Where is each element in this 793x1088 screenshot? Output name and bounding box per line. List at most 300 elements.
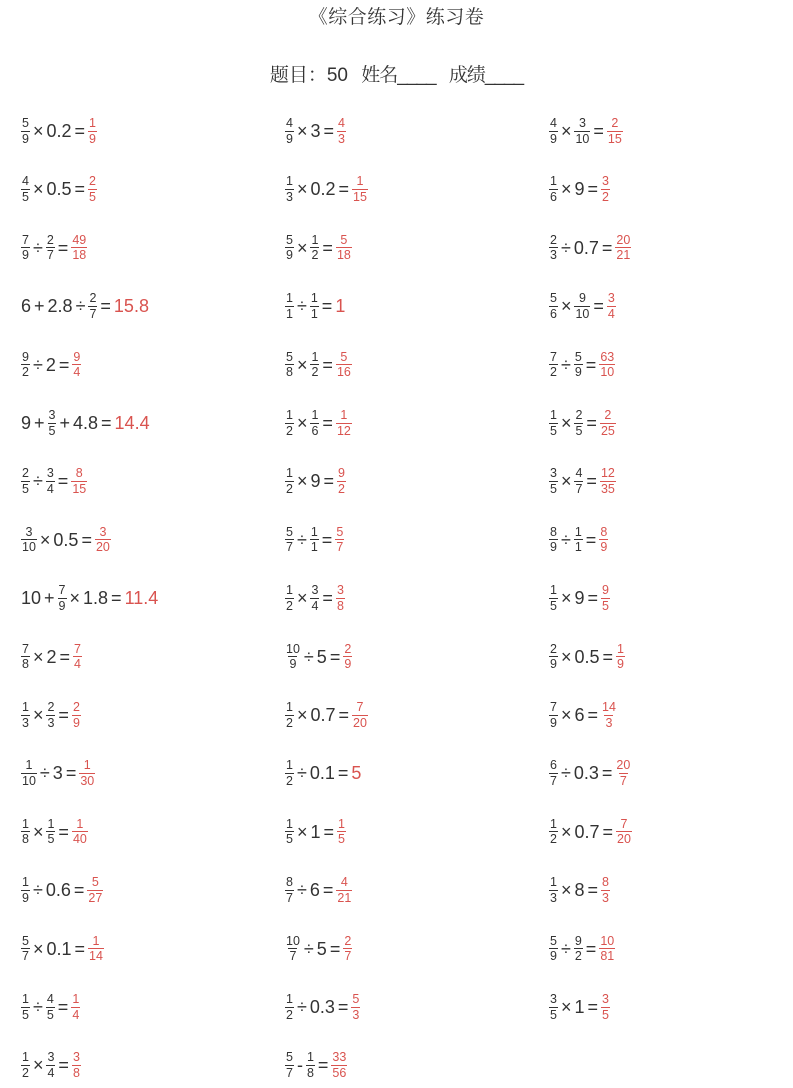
numerator: 1 <box>338 816 345 831</box>
number: 1.8 <box>83 588 109 609</box>
operator: × <box>296 121 308 141</box>
answer <box>71 701 82 729</box>
answer <box>600 175 611 203</box>
numerator: 7 <box>620 816 628 831</box>
operator: = <box>601 763 613 784</box>
problem-count-label: 题目：50 <box>269 65 348 86</box>
answer <box>598 935 616 963</box>
number: 9 <box>574 179 585 200</box>
fraction <box>285 818 294 846</box>
fraction <box>549 117 558 145</box>
operator: = <box>321 296 333 317</box>
numerator: 7 <box>550 700 557 714</box>
fraction <box>549 409 558 437</box>
problem <box>548 175 611 203</box>
answer <box>350 764 362 782</box>
denominator: 9 <box>600 540 608 555</box>
operator: × <box>32 938 44 959</box>
fraction <box>71 467 87 495</box>
answer <box>113 297 150 315</box>
fraction <box>549 643 558 671</box>
fraction <box>352 701 368 729</box>
problem <box>548 701 618 729</box>
operator: × <box>32 121 44 141</box>
problem <box>548 876 611 904</box>
numerator: 1 <box>286 583 293 598</box>
operator: = <box>65 763 77 784</box>
numerator: 5 <box>286 232 293 247</box>
number: 9 <box>574 588 585 609</box>
numerator: 7 <box>58 583 66 598</box>
number: 1 <box>310 821 321 842</box>
answer <box>614 759 632 787</box>
fraction <box>574 351 583 379</box>
denominator: 5 <box>48 423 56 438</box>
fraction <box>21 701 30 729</box>
numerator: 4 <box>46 992 54 1006</box>
denominator: 4 <box>74 657 81 672</box>
denominator: 6 <box>311 423 319 438</box>
problem <box>284 117 347 145</box>
fraction <box>285 526 294 554</box>
number: 0.3 <box>573 763 599 784</box>
numerator: 2 <box>89 291 97 306</box>
denominator: 9 <box>286 131 293 146</box>
denominator: 9 <box>289 657 297 672</box>
fraction <box>615 234 631 262</box>
operator: = <box>58 705 69 725</box>
operator: = <box>74 938 86 959</box>
operator: + <box>44 588 55 609</box>
numerator: 9 <box>578 291 586 306</box>
denominator: 9 <box>344 657 352 672</box>
number: 0.2 <box>46 121 72 141</box>
denominator: 21 <box>616 248 631 263</box>
problem <box>284 526 345 554</box>
answer <box>599 409 617 437</box>
operator: = <box>317 1055 329 1076</box>
numerator: 1 <box>286 816 293 831</box>
operator: = <box>101 413 112 433</box>
numerator: 3 <box>25 524 33 539</box>
numerator: 2 <box>575 408 583 422</box>
fraction <box>310 409 319 437</box>
numerator: 1 <box>76 816 84 831</box>
fraction <box>46 993 55 1021</box>
number: 4.8 <box>73 413 99 433</box>
answer <box>615 818 633 846</box>
answer <box>70 467 88 495</box>
operator: × <box>32 179 44 200</box>
denominator: 8 <box>22 832 29 847</box>
denominator: 15 <box>607 131 622 146</box>
number: 5 <box>316 938 327 959</box>
fraction <box>72 1051 81 1079</box>
numerator: 3 <box>602 992 609 1006</box>
fraction <box>285 876 294 904</box>
problem <box>284 876 353 904</box>
operator: ÷ <box>303 938 314 959</box>
fraction <box>600 409 616 437</box>
denominator: 14 <box>89 949 103 964</box>
denominator: 2 <box>550 365 557 380</box>
denominator: 2 <box>311 248 319 263</box>
denominator: 7 <box>289 949 297 964</box>
fraction <box>351 993 360 1021</box>
denominator: 8 <box>22 657 29 672</box>
denominator: 2 <box>602 189 609 204</box>
fraction <box>549 818 558 846</box>
numerator: 10 <box>286 641 300 656</box>
fraction <box>549 175 558 203</box>
operator: × <box>296 237 308 258</box>
number: 0.3 <box>309 997 335 1017</box>
denominator: 6 <box>550 306 557 321</box>
operator: × <box>560 705 572 725</box>
numerator: 2 <box>22 466 29 481</box>
number: 8 <box>574 880 585 901</box>
numerator: 1 <box>286 466 293 481</box>
denominator: 9 <box>72 715 80 730</box>
operator: × <box>560 821 572 842</box>
operator: + <box>34 296 45 317</box>
denominator: 4 <box>47 1065 55 1080</box>
denominator: 4 <box>73 365 81 380</box>
fraction <box>310 526 319 554</box>
answer <box>78 759 96 787</box>
numerator: 9 <box>73 349 81 364</box>
problem <box>548 584 611 612</box>
fraction <box>48 409 57 437</box>
operator: ÷ <box>560 354 571 375</box>
operator: ÷ <box>303 646 314 667</box>
fraction <box>95 526 111 554</box>
fraction <box>79 759 95 787</box>
denominator: 9 <box>58 598 66 613</box>
numerator: 5 <box>91 875 99 890</box>
problem <box>20 1051 82 1079</box>
fraction <box>600 467 616 495</box>
operator: = <box>58 1055 69 1076</box>
fraction <box>72 818 88 846</box>
answer <box>70 234 88 262</box>
numerator: 7 <box>356 700 364 714</box>
denominator: 1 <box>286 306 293 321</box>
operator: × <box>560 646 572 667</box>
denominator: 10 <box>575 131 590 146</box>
operator: × <box>560 588 572 609</box>
problem <box>284 584 346 612</box>
numerator: 5 <box>22 933 29 948</box>
answer <box>71 351 82 379</box>
operator: × <box>560 880 572 901</box>
numerator: 1 <box>286 700 293 714</box>
numerator: 5 <box>550 933 557 948</box>
operator: × <box>32 821 44 842</box>
answer <box>342 935 353 963</box>
denominator: 10 <box>575 306 590 321</box>
answer <box>94 526 112 554</box>
fraction <box>285 935 301 963</box>
fraction <box>601 584 610 612</box>
operator: = <box>73 880 85 901</box>
fraction <box>306 1051 315 1079</box>
fraction <box>599 351 615 379</box>
numerator: 1 <box>550 583 557 598</box>
number: 6 <box>21 296 32 317</box>
numerator: 1 <box>311 349 319 364</box>
fraction <box>46 1051 55 1079</box>
numerator: 5 <box>286 349 293 364</box>
denominator: 5 <box>286 832 293 847</box>
denominator: 5 <box>575 423 583 438</box>
denominator: 1 <box>310 306 318 321</box>
problem <box>548 467 617 495</box>
denominator: 9 <box>22 131 29 146</box>
numerator: 8 <box>75 466 83 481</box>
operator: = <box>586 471 597 492</box>
denominator: 3 <box>550 248 557 263</box>
numerator: 3 <box>550 466 557 481</box>
problem <box>20 818 89 846</box>
operator: = <box>602 821 614 842</box>
fraction <box>607 117 623 145</box>
problem <box>284 993 361 1021</box>
operator: = <box>74 121 86 141</box>
fraction <box>285 759 294 787</box>
fraction <box>21 759 37 787</box>
answer <box>336 818 347 846</box>
number: 0.6 <box>45 880 71 901</box>
numerator: 1 <box>286 758 293 773</box>
fraction <box>285 234 294 262</box>
numerator: 8 <box>550 524 557 539</box>
operator: = <box>100 296 111 317</box>
operator: = <box>585 529 597 550</box>
denominator: 7 <box>550 773 557 788</box>
fraction <box>285 292 294 320</box>
fraction <box>549 584 558 612</box>
denominator: 40 <box>72 832 87 847</box>
denominator: 3 <box>338 131 345 146</box>
fraction <box>336 351 352 379</box>
numerator: 3 <box>47 1050 55 1065</box>
problem <box>548 526 609 554</box>
denominator: 5 <box>338 832 345 847</box>
numerator: 5 <box>340 349 348 364</box>
operator: = <box>57 997 69 1017</box>
operator: = <box>322 880 334 901</box>
numerator: 4 <box>575 466 583 481</box>
fraction <box>574 935 583 963</box>
denominator: 1 <box>574 540 582 555</box>
numerator: 5 <box>286 1050 293 1065</box>
fraction <box>337 818 346 846</box>
numerator: 4 <box>286 116 293 130</box>
fraction <box>549 993 558 1021</box>
fraction <box>310 234 319 262</box>
answer <box>615 643 626 671</box>
number: 9 <box>21 413 32 433</box>
answer <box>86 876 104 904</box>
answer <box>351 701 369 729</box>
denominator: 7 <box>46 248 54 263</box>
fraction <box>21 351 30 379</box>
denominator: 9 <box>22 890 29 905</box>
denominator: 2 <box>286 1007 293 1022</box>
numerator: 7 <box>22 232 29 247</box>
numerator: 1 <box>22 875 29 890</box>
fraction <box>574 292 590 320</box>
number: 6 <box>574 705 585 725</box>
fraction <box>352 175 368 203</box>
problem <box>548 935 616 963</box>
answer <box>335 351 353 379</box>
numerator: 2 <box>611 116 619 130</box>
operator: = <box>322 237 333 258</box>
operator: = <box>323 471 334 492</box>
operator: ÷ <box>560 938 571 959</box>
denominator: 7 <box>89 306 97 321</box>
denominator: 2 <box>286 598 293 613</box>
denominator: 5 <box>602 598 609 613</box>
answer <box>342 643 353 671</box>
denominator: 30 <box>80 773 95 788</box>
operator: ÷ <box>75 296 86 317</box>
fraction <box>601 993 610 1021</box>
number: 0.7 <box>310 705 336 725</box>
denominator: 7 <box>286 890 293 905</box>
numerator: 2 <box>47 700 55 714</box>
denominator: 18 <box>336 248 351 263</box>
number: 3 <box>52 763 63 784</box>
fraction <box>58 584 67 612</box>
denominator: 3 <box>352 1007 360 1022</box>
operator: ÷ <box>296 997 307 1017</box>
operator: × <box>32 1055 44 1076</box>
denominator: 2 <box>286 773 293 788</box>
problem <box>548 409 617 437</box>
fraction <box>615 759 631 787</box>
numerator: 1 <box>25 758 33 773</box>
problem <box>284 818 347 846</box>
numerator: 9 <box>338 466 345 481</box>
number: 2 <box>46 646 57 667</box>
operator: ÷ <box>32 471 43 492</box>
denominator: 5 <box>47 832 55 847</box>
answer <box>599 467 617 495</box>
fraction <box>574 467 583 495</box>
fraction <box>285 584 294 612</box>
denominator: 7 <box>619 773 627 788</box>
problem <box>284 467 347 495</box>
denominator: 16 <box>336 365 351 380</box>
answer <box>351 175 369 203</box>
denominator: 5 <box>22 189 29 204</box>
operator: = <box>587 588 598 609</box>
denominator: 2 <box>22 365 29 380</box>
fraction <box>601 175 610 203</box>
fraction <box>574 117 590 145</box>
fraction <box>46 467 55 495</box>
denominator: 10 <box>600 365 615 380</box>
operator: = <box>111 588 122 609</box>
problem <box>284 351 353 379</box>
denominator: 3 <box>47 715 55 730</box>
denominator: 15 <box>72 481 87 496</box>
denominator: 9 <box>550 657 557 672</box>
fraction <box>21 175 30 203</box>
denominator: 9 <box>550 949 557 964</box>
fraction <box>72 351 81 379</box>
operator: ÷ <box>32 997 43 1017</box>
denominator: 9 <box>89 131 96 146</box>
problem <box>20 175 98 203</box>
operator: = <box>601 237 613 258</box>
number: 0.5 <box>53 529 79 550</box>
denominator: 9 <box>22 248 29 263</box>
problem <box>284 292 346 320</box>
answer <box>335 409 353 437</box>
operator: ÷ <box>296 763 307 784</box>
number: 0.7 <box>573 237 599 258</box>
fraction <box>336 876 352 904</box>
operator: = <box>323 121 334 141</box>
numerator: 1 <box>311 232 319 247</box>
denominator: 9 <box>574 365 582 380</box>
numerator: 2 <box>344 933 352 948</box>
denominator: 2 <box>286 715 293 730</box>
denominator: 8 <box>72 1065 80 1080</box>
numerator: 8 <box>602 875 609 890</box>
problem <box>284 234 353 262</box>
numerator: 3 <box>46 466 54 481</box>
denominator: 7 <box>336 540 344 555</box>
operator: × <box>560 179 572 200</box>
numerator: 3 <box>550 992 557 1006</box>
fraction <box>549 526 558 554</box>
problem <box>20 643 83 671</box>
problem <box>284 175 369 203</box>
problem <box>548 292 617 320</box>
denominator: 2 <box>286 481 293 496</box>
answer <box>124 589 160 607</box>
number: 10 <box>21 588 42 609</box>
operator: = <box>587 179 598 200</box>
denominator: 4 <box>607 306 615 321</box>
numerator: 8 <box>286 875 293 890</box>
numerator: 1 <box>286 408 293 422</box>
problem <box>548 117 624 145</box>
numerator: 2 <box>72 700 80 714</box>
fraction <box>310 292 319 320</box>
denominator: 9 <box>617 657 624 672</box>
problem <box>20 117 98 145</box>
problem <box>548 234 632 262</box>
number: 0.2 <box>310 179 336 200</box>
fraction <box>21 993 30 1021</box>
numerator: 7 <box>550 349 557 364</box>
operator: = <box>585 354 597 375</box>
operator: = <box>321 529 333 550</box>
fraction <box>21 467 30 495</box>
fraction <box>331 1051 347 1079</box>
denominator: 1 <box>310 540 318 555</box>
numerator: 7 <box>74 641 81 656</box>
numerator: 1 <box>72 992 80 1006</box>
answer <box>71 818 89 846</box>
operator: × <box>560 413 572 433</box>
